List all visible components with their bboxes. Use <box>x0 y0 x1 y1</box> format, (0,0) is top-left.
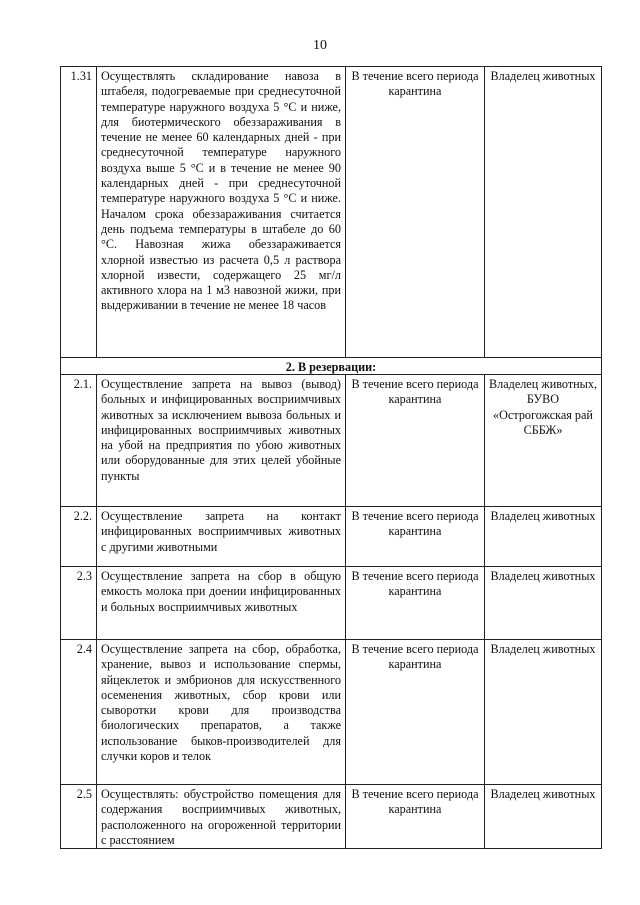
row-number: 2.1. <box>61 375 97 507</box>
row-number: 2.3 <box>61 567 97 640</box>
table-row <box>61 640 602 785</box>
table-row <box>61 507 602 567</box>
measure-period: В течение всего периода карантина <box>346 567 485 640</box>
measure-responsible: Владелец животных <box>485 785 602 849</box>
row-number: 2.5 <box>61 785 97 849</box>
row-number: 1.31 <box>61 67 97 358</box>
measure-responsible: Владелец животных <box>485 67 602 358</box>
measure-period: В течение всего периода карантина <box>346 507 485 567</box>
measure-period: В течение всего периода карантина <box>346 375 485 507</box>
measure-period: В течение всего периода карантина <box>346 67 485 358</box>
row-number: 2.4 <box>61 640 97 785</box>
measure-responsible: Владелец животных, БУВО «Острогожская рай СББЖ» <box>485 375 602 507</box>
measure-description: Осуществление запрета на сбор, обработка, хранение, вывоз и использование спермы, яйцеклеток и эмбрионов для искусственного осеменения животных, сбор крови или сыворотки крови для производства биологических препаратов, а также использование быков-производителей для случки коров и телок <box>97 640 346 785</box>
measure-responsible: Владелец животных <box>485 567 602 640</box>
measure-description: Осуществление запрета на контакт инфицированных восприимчивых животных с другими животными <box>97 507 346 567</box>
table-row <box>61 375 602 507</box>
measure-responsible: Владелец животных <box>485 640 602 785</box>
measure-period: В течение всего периода карантина <box>346 785 485 849</box>
measure-period: В течение всего периода карантина <box>346 640 485 785</box>
measure-description: Осуществлять: обустройство помещения для содержания восприимчивых животных, расположенного на огороженной территории с расстоянием <box>97 785 346 849</box>
measure-responsible: Владелец животных <box>485 507 602 567</box>
table-row <box>61 67 602 358</box>
measure-description: Осуществлять складирование навоза в штабеля, подогреваемые при среднесуточной температуре наружного воздуха 5 °С и ниже, для биотермического обеззараживания в течение не менее 60 календарных дней - при среднесуточной температуре наружного воздуха выше 5 °С и в течение не менее 90 календарных дней - при среднесуточной температуре наружного воздуха 5 °С и ниже. Началом срока обеззараживания считается день подъема температуры в штабеле до 60 °С. Навозная жижа обеззараживается хлорной известью из расчета 0,5 л раствора хлорной извести, содержащего 25 мг/л активного хлора на 1 м3 навозной жижи, при выдерживании в течение не менее 18 часов <box>97 67 346 358</box>
section-row <box>61 358 602 375</box>
measure-description: Осуществление запрета на вывоз (вывод) больных и инфицированных восприимчивых животных за исключением вывоза больных и инфицированных восприимчивых животных на убой на предприятия по убою животных или оборудованные для этих целей убойные пункты <box>97 375 346 507</box>
row-number: 2.2. <box>61 507 97 567</box>
page-number: 10 <box>313 38 327 53</box>
quarantine-measures-table <box>60 66 602 849</box>
table-row <box>61 567 602 640</box>
table-row <box>61 785 602 849</box>
section-header: 2. В резервации: <box>61 358 602 375</box>
measure-description: Осуществление запрета на сбор в общую емкость молока при доении инфицированных и больных восприимчивых животных <box>97 567 346 640</box>
